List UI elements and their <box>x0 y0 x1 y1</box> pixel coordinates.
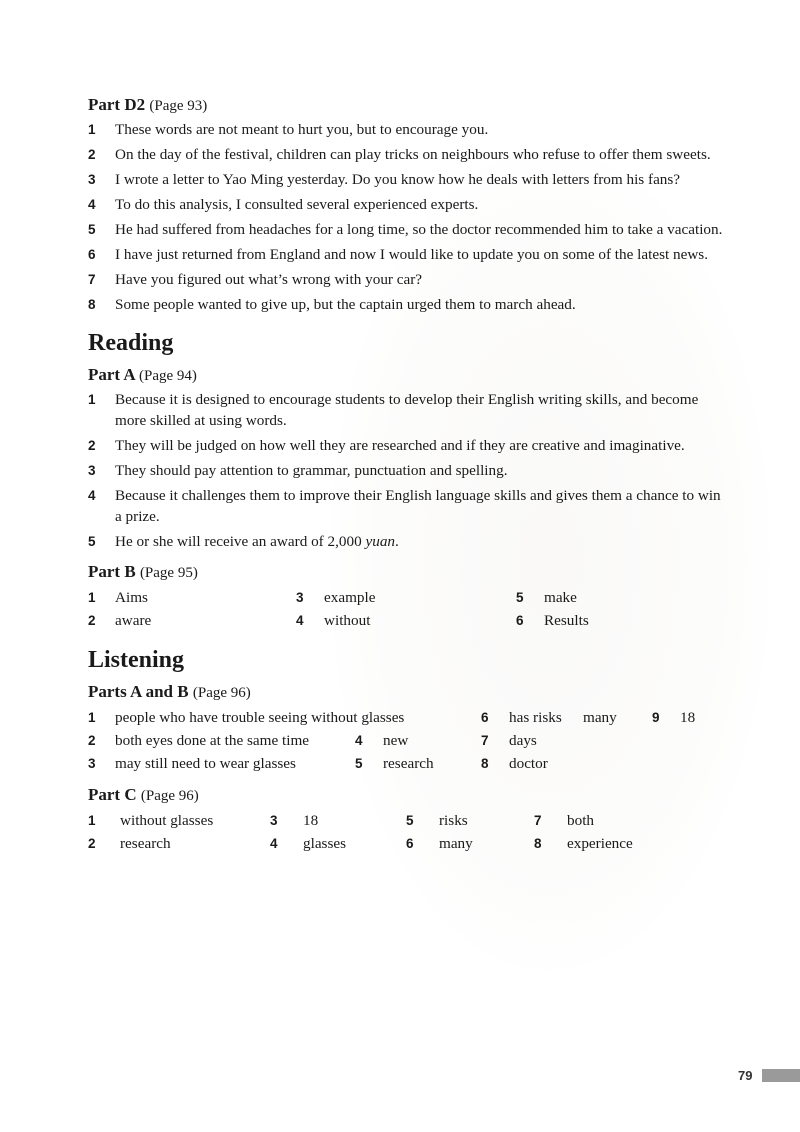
part-d2-page-ref: (Page 93) <box>149 98 208 114</box>
listening-heading: Listening <box>88 647 185 673</box>
reading-part-a-title: Part A <box>88 365 135 384</box>
item-number: 8 <box>88 297 96 312</box>
list-item <box>88 435 728 456</box>
answer-7: 7 both <box>534 812 595 829</box>
answer-1: 1 without glasses <box>88 812 214 829</box>
item-text: Because it is designed to encourage students to develop their English writing skills, and become more skilled at using words. <box>115 391 699 429</box>
answer-8: 8 doctor <box>481 755 548 772</box>
reading-part-b-answers <box>88 586 728 632</box>
item-number: 5 <box>88 222 96 237</box>
list-item <box>88 144 728 165</box>
answer-3: 3 may still need to wear glasses <box>88 755 296 772</box>
listening-parts-ab-title: Parts A and B <box>88 682 189 701</box>
item-text: Have you figured out what’s wrong with your car? <box>115 271 423 288</box>
answer-4: 4 glasses <box>270 835 347 852</box>
answer-8: 8 experience <box>534 835 633 852</box>
answer-row <box>88 706 728 729</box>
item-text-end: . <box>395 533 399 550</box>
item-text: They should pay attention to grammar, punctuation and spelling. <box>115 462 508 479</box>
answer-row <box>88 752 728 775</box>
item-number: 2 <box>88 147 96 162</box>
reading-part-a-page-ref: (Page 94) <box>139 368 197 384</box>
answer-4: 4 new <box>355 732 409 749</box>
listening-parts-ab-answers <box>88 706 728 775</box>
part-d2-heading <box>88 95 728 116</box>
item-text: Because it challenges them to improve their English language skills and gives them a chance to win a prize. <box>115 487 721 525</box>
answer-6-second: many <box>583 709 617 726</box>
item-number: 4 <box>88 488 96 503</box>
reading-part-b-heading <box>88 562 728 583</box>
reading-part-b-page-ref: (Page 95) <box>139 565 198 581</box>
answer-row <box>88 586 728 609</box>
item-number: 7 <box>88 272 96 287</box>
listening-parts-ab-heading <box>88 682 728 703</box>
answer-row <box>88 832 728 855</box>
answer-1: 1 people who have trouble seeing without glasses <box>88 709 405 726</box>
list-item <box>88 269 728 290</box>
answer-5: 5 risks <box>406 812 468 829</box>
reading-part-a-heading <box>88 365 728 386</box>
list-item <box>88 219 728 240</box>
item-text: I wrote a letter to Yao Ming yesterday. Do you know how he deals with letters from his fans? <box>115 171 681 188</box>
item-text: These words are not meant to hurt you, but to encourage you. <box>115 121 489 138</box>
item-number: 3 <box>88 172 96 187</box>
answer-1: 1 Aims <box>88 589 148 606</box>
list-item <box>88 119 728 140</box>
answer-7: 7 days <box>481 732 537 749</box>
list-item <box>88 169 728 190</box>
reading-part-a-list <box>88 389 728 552</box>
item-number: 3 <box>88 463 96 478</box>
answer-row <box>88 809 728 832</box>
answer-row <box>88 609 728 632</box>
item-number: 5 <box>88 534 96 549</box>
answer-row <box>88 729 728 752</box>
listening-part-c-title: Part C <box>88 785 137 804</box>
list-item <box>88 244 728 265</box>
part-d2-title: Part D2 <box>88 95 146 114</box>
page-number: 79 <box>738 1068 753 1083</box>
listening-parts-ab-page-ref: (Page 96) <box>192 685 251 701</box>
listening-part-c-page-ref: (Page 96) <box>140 788 199 804</box>
item-number: 2 <box>88 438 96 453</box>
list-item <box>88 389 728 431</box>
answer-9: 9 18 <box>652 709 696 726</box>
item-text: He had suffered from headaches for a long time, so the doctor recommended him to take a vacation. <box>115 221 723 238</box>
item-number: 6 <box>88 247 96 262</box>
page-number-bar <box>762 1069 800 1082</box>
list-item <box>88 294 728 315</box>
reading-heading: Reading <box>88 330 174 356</box>
list-item <box>88 531 728 552</box>
list-item <box>88 485 728 527</box>
answer-4: 4 without <box>296 612 371 629</box>
item-number: 1 <box>88 122 96 137</box>
answer-6: 6 has risks <box>481 709 562 726</box>
answer-2: 2 aware <box>88 612 152 629</box>
answer-6: 6 Results <box>516 612 589 629</box>
item-number: 1 <box>88 392 96 407</box>
list-item <box>88 460 728 481</box>
answer-3: 3 18 <box>270 812 319 829</box>
answer-5: 5 research <box>355 755 434 772</box>
answer-6: 6 many <box>406 835 473 852</box>
item-text: He or she will receive an award of 2,000 <box>115 533 362 550</box>
answer-2: 2 research <box>88 835 171 852</box>
listening-part-c-heading <box>88 785 728 806</box>
answer-5: 5 make <box>516 589 577 606</box>
answer-3: 3 example <box>296 589 376 606</box>
list-item <box>88 194 728 215</box>
item-number: 4 <box>88 197 96 212</box>
part-d2-list <box>88 119 728 315</box>
item-text: On the day of the festival, children can play tricks on neighbours who refuse to offer them sweets. <box>115 146 711 163</box>
answer-key-content <box>88 95 728 855</box>
item-text: They will be judged on how well they are researched and if they are creative and imaginative. <box>115 437 685 454</box>
listening-part-c-answers <box>88 809 728 855</box>
item-text: Some people wanted to give up, but the captain urged them to march ahead. <box>115 296 576 313</box>
item-text-italic: yuan <box>365 533 396 550</box>
reading-part-b-title: Part B <box>88 562 136 581</box>
item-text: I have just returned from England and now I would like to update you on some of the latest news. <box>115 246 709 263</box>
item-text: To do this analysis, I consulted several experienced experts. <box>115 196 479 213</box>
answer-2: 2 both eyes done at the same time <box>88 732 310 749</box>
